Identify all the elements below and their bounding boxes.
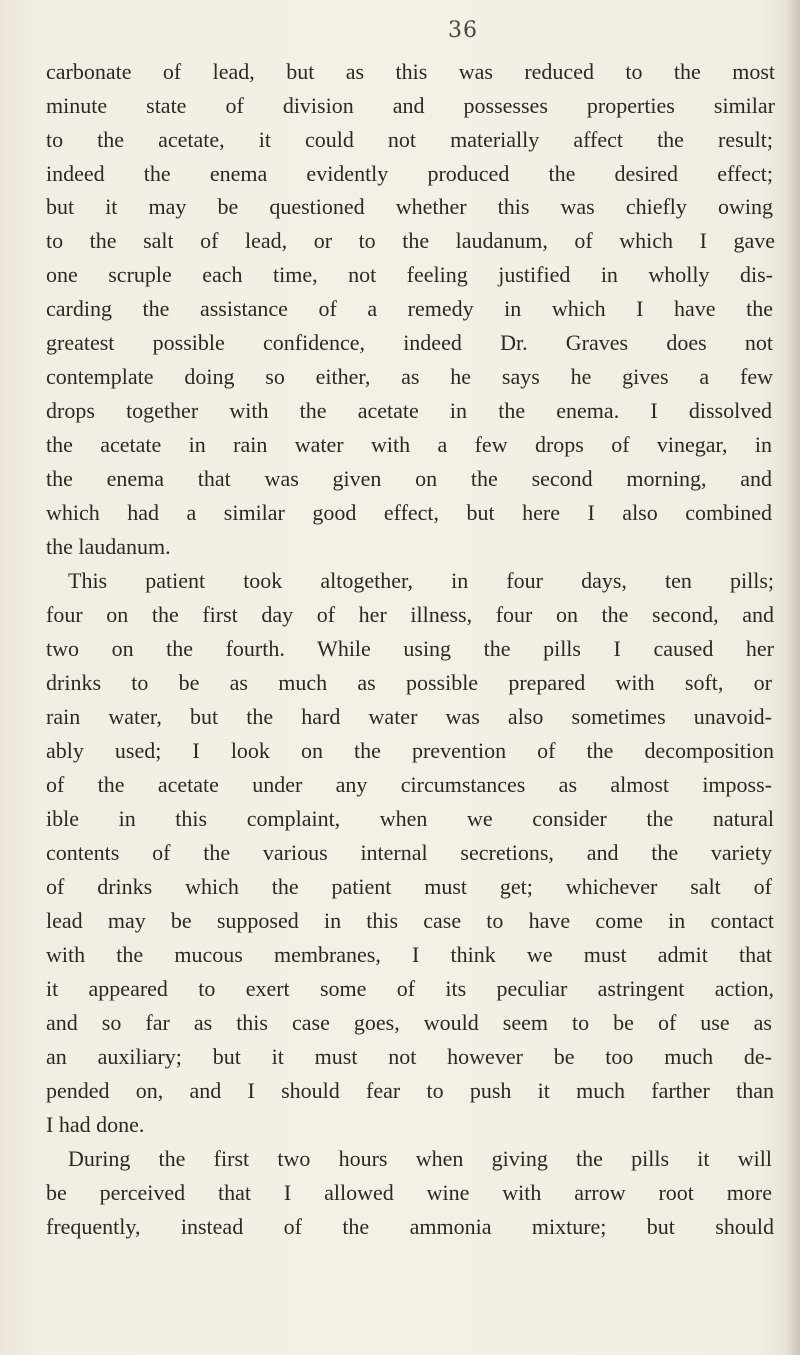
text-line: rain water, but the hard water was also sometimes unavoid- [46,704,772,729]
text-line: minute state of division and possesses properties similar [46,93,775,118]
text-line: an auxiliary; but it must not however be too much de- [46,1044,772,1069]
text-line: of the acetate under any circumstances as almost imposs- [46,772,772,797]
text-line: be perceived that I allowed wine with arrow root more [46,1180,772,1205]
text-line: the acetate in rain water with a few drops of vinegar, in [46,432,772,457]
text-line: two on the fourth. While using the pills I caused her [46,636,774,661]
text-line: the laudanum. [46,534,171,559]
text-line: and so far as this case goes, would seem to be of use as [46,1010,772,1035]
text-line: which had a similar good effect, but here I also combined [46,500,772,525]
text-line: pended on, and I should fear to push it much farther than [46,1078,774,1103]
text-line: drops together with the acetate in the enema. I dissolved [46,398,772,423]
text-line: one scruple each time, not feeling justified in wholly dis- [46,262,773,287]
text-line: ably used; I look on the prevention of the decomposition [46,738,774,763]
text-line: I had done. [46,1112,145,1137]
text-line: to the salt of lead, or to the laudanum, of which I gave [46,228,775,253]
text-line: four on the first day of her illness, four on the second, and [46,602,774,627]
text-line: lead may be supposed in this case to have come in contact [46,908,774,933]
text-line: This patient took altogether, in four days, ten pills; [68,568,774,593]
text-line: with the mucous membranes, I think we must admit that [46,942,772,967]
page-number: 36 [448,18,478,43]
text-line: ible in this complaint, when we consider the natural [46,806,774,831]
text-line: indeed the enema evidently produced the desired effect; [46,161,773,186]
text-line: but it may be questioned whether this was chiefly owing [46,194,773,219]
text-line: greatest possible confidence, indeed Dr. Graves does not [46,330,773,355]
text-line: it appeared to exert some of its peculiar astringent action, [46,976,774,1001]
text-line: drinks to be as much as possible prepared with soft, or [46,670,772,695]
text-line: frequently, instead of the ammonia mixture; but should [46,1214,774,1239]
text-line: the enema that was given on the second morning, and [46,466,772,491]
text-line: During the first two hours when giving the pills it will [68,1146,772,1171]
text-line: of drinks which the patient must get; whichever salt of [46,874,772,899]
text-line: contents of the various internal secretions, and the variety [46,840,772,865]
text-line: carding the assistance of a remedy in which I have the [46,296,773,321]
text-line: to the acetate, it could not materially affect the result; [46,127,773,152]
text-line: contemplate doing so either, as he says he gives a few [46,364,773,389]
text-line: carbonate of lead, but as this was reduced to the most [46,59,775,84]
